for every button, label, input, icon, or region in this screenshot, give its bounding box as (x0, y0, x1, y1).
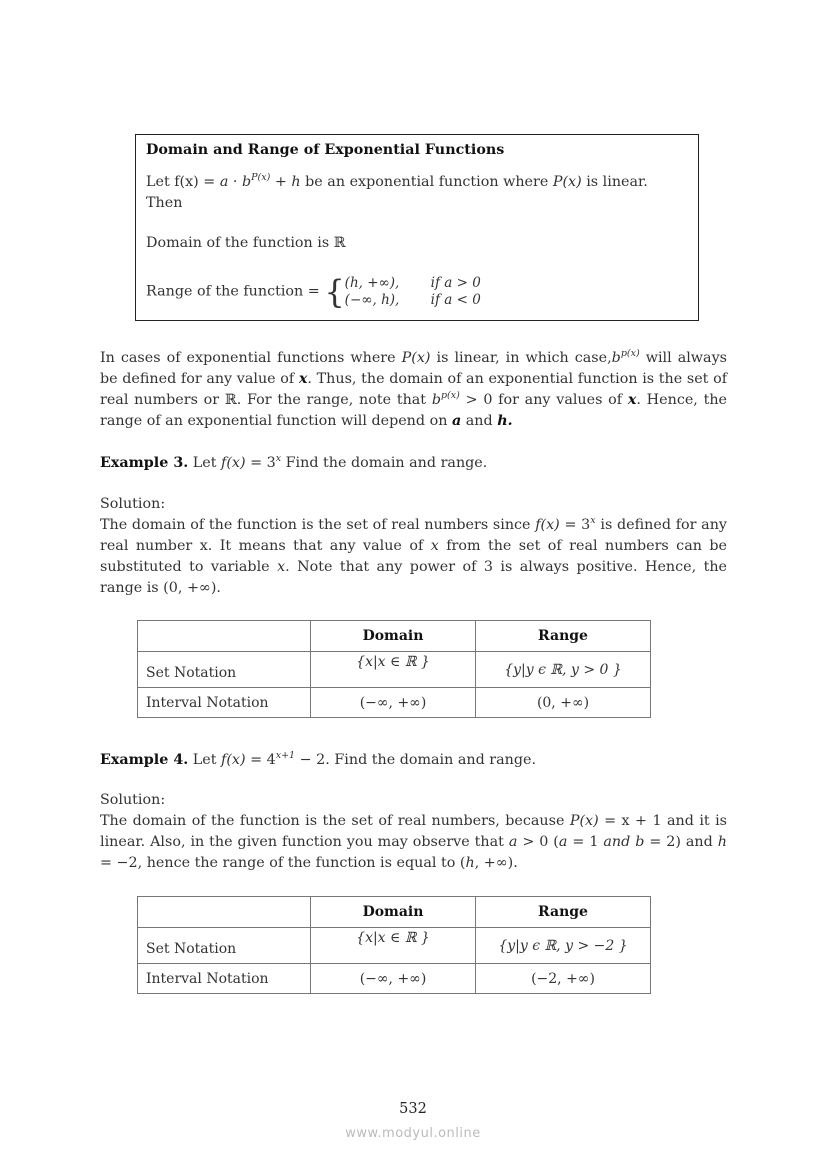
text-segment: Find the domain and range. (281, 455, 488, 471)
text-segment: x+1 (275, 750, 296, 762)
example4-heading (100, 750, 727, 771)
text-segment: . Thus, the domain of an exponential function is the set of real numbers or ℝ. For the range, note that (100, 371, 727, 408)
text-segment: Domain of the function is ℝ (146, 235, 346, 251)
text-segment: b (611, 350, 621, 366)
text-segment: Solution: (100, 792, 166, 808)
text-segment: and (461, 413, 498, 429)
text-segment: x (277, 559, 286, 575)
example4-solution (100, 811, 727, 874)
text-segment: , +∞). (474, 855, 518, 871)
row-label: Set Notation (138, 928, 311, 964)
case-value: (h, +∞), (344, 275, 400, 291)
text-segment: x (627, 392, 637, 408)
text-segment: P(x) (401, 350, 431, 366)
text-segment: f(x) (221, 752, 246, 768)
text-segment: h (717, 834, 727, 850)
text-segment: = 3 (245, 455, 276, 471)
text-segment: > 0 for any values of (459, 392, 628, 408)
domain-cell: {x|x ∈ ℝ } (311, 652, 476, 688)
text-segment: h (465, 855, 475, 871)
brace-icon: { (324, 273, 345, 311)
text-segment: Let f(x) = (146, 174, 220, 190)
text-segment: be an exponential function where (300, 174, 553, 190)
text-segment: x (590, 515, 596, 527)
box-range (146, 275, 686, 309)
text-segment: > 0 ( (517, 834, 559, 850)
table-header-row (138, 897, 651, 928)
range-cell: (0, +∞) (476, 688, 651, 718)
example3-heading (100, 453, 727, 474)
example3-table (137, 620, 651, 718)
row-label: Set Notation (138, 652, 311, 688)
header-cell: Domain (311, 897, 476, 928)
header-cell (138, 897, 311, 928)
text-segment: x (430, 538, 439, 554)
text-segment: The domain of the function is the set of real numbers since (100, 517, 536, 533)
text-segment: P(x) (251, 172, 271, 184)
box-title: Domain and Range of Exponential Functions (146, 142, 505, 158)
text-segment: Example 3. (100, 455, 189, 471)
domain-cell: (−∞, +∞) (311, 688, 476, 718)
text-segment: The domain of the function is the set of real numbers, because (100, 813, 570, 829)
row-label: Interval Notation (138, 964, 311, 994)
case-value: (−∞, h), (344, 292, 400, 308)
text-segment: a (451, 413, 462, 429)
case-condition: if a > 0 (430, 275, 481, 291)
text-segment: and b (603, 834, 645, 850)
range-cell: {y|y ϵ ℝ, y > −2 } (476, 928, 651, 964)
table-row (138, 928, 651, 964)
text-segment: P(x) (552, 174, 582, 190)
header-cell: Domain (311, 621, 476, 652)
text-segment: is linear, in which case, (430, 350, 612, 366)
text-segment: Let (188, 455, 222, 471)
example3-solution (100, 515, 727, 599)
example4-table (137, 896, 651, 994)
text-segment: is linear. Then (146, 174, 648, 211)
domain-cell: {x|x ∈ ℝ } (311, 928, 476, 964)
text-segment: = −2, hence the range of the function is equal to ( (100, 855, 466, 871)
text-segment: Let (188, 752, 222, 768)
text-segment: = 2) and (644, 834, 718, 850)
text-segment: f(x) (535, 517, 560, 533)
text-segment: . Hence, the range of an exponential function will depend on (100, 392, 727, 429)
table-row (138, 688, 651, 718)
text-segment: f(x) (221, 455, 246, 471)
text-segment: p(x) (620, 348, 640, 360)
text-segment: = 4 (245, 752, 276, 768)
example4-solution-label (100, 790, 727, 811)
text-segment: b (431, 392, 441, 408)
header-cell (138, 621, 311, 652)
header-cell: Range (476, 897, 651, 928)
text-segment: P(x) (569, 813, 599, 829)
text-segment: a · b (219, 174, 252, 190)
page-number: 532 (399, 1101, 427, 1117)
explanation-paragraph (100, 348, 727, 432)
definition-box (135, 134, 699, 321)
text-segment: x (298, 371, 308, 387)
text-segment: = 3 (559, 517, 591, 533)
text-segment: = x + 1 and it is linear. Also, in the given function you may observe that (100, 813, 727, 850)
text-segment: Solution: (100, 496, 166, 512)
row-label: Interval Notation (138, 688, 311, 718)
range-cases (345, 275, 481, 309)
text-segment: Example 4. (100, 752, 189, 768)
range-cell: (−2, +∞) (476, 964, 651, 994)
watermark: www.modyul.online (345, 1126, 481, 1141)
text-segment: + h (270, 174, 301, 190)
box-intro (146, 172, 686, 214)
case-row (345, 275, 481, 292)
text-segment: . Note that any power of 3 is always positive. Hence, the range is (0, +∞). (100, 559, 727, 596)
text-segment: a (508, 834, 518, 850)
example3-solution-label (100, 494, 727, 515)
text-segment: a (558, 834, 568, 850)
table-row (138, 652, 651, 688)
box-domain (146, 233, 686, 254)
case-row (345, 292, 481, 309)
text-segment: is defined for any real number x. It means that any value of (100, 517, 727, 554)
range-label: Range of the function = (146, 283, 325, 300)
text-segment: will always be defined for any value of (100, 350, 727, 387)
range-cell: {y|y ϵ ℝ, y > 0 } (476, 652, 651, 688)
text-segment: = 1 (567, 834, 604, 850)
text-segment: In cases of exponential functions where (100, 350, 402, 366)
case-condition: if a < 0 (430, 292, 481, 308)
table-row (138, 964, 651, 994)
header-cell: Range (476, 621, 651, 652)
text-segment: h. (497, 413, 513, 429)
text-segment: x (275, 453, 282, 465)
text-segment: p(x) (440, 390, 460, 402)
text-segment: − 2. Find the domain and range. (295, 752, 537, 768)
domain-cell: (−∞, +∞) (311, 964, 476, 994)
table-header-row (138, 621, 651, 652)
text-segment: from the set of real numbers can be substituted to variable (100, 538, 727, 575)
